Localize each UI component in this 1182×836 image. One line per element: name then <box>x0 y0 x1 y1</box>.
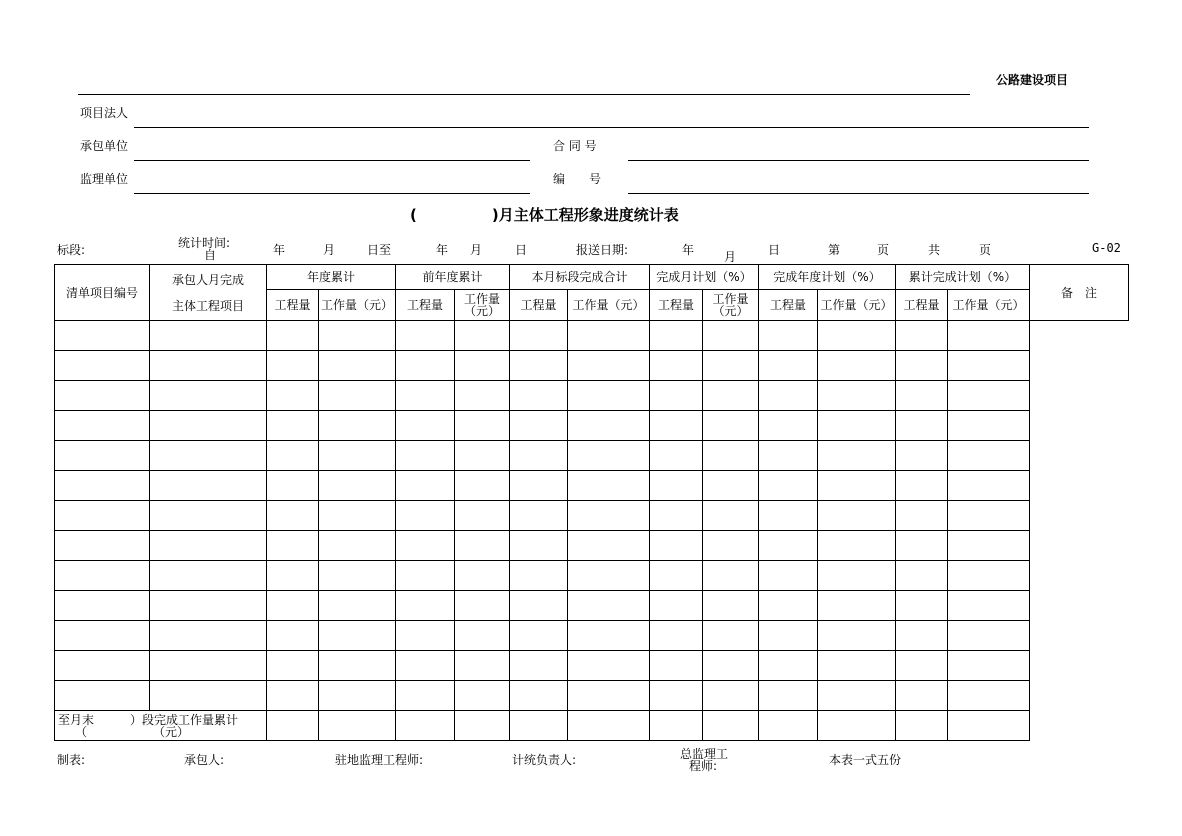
supervisor-label: 监理单位 <box>80 172 129 186</box>
group-monthly-plan-pct: 完成月计划（%） <box>650 265 759 290</box>
table-cell[interactable] <box>396 621 455 651</box>
table-cell[interactable] <box>568 321 650 351</box>
table-cell[interactable] <box>948 321 1030 351</box>
table-cell[interactable] <box>55 411 150 441</box>
table-cell[interactable] <box>759 471 818 501</box>
table-cell[interactable] <box>319 411 396 441</box>
table-cell[interactable] <box>150 441 267 471</box>
table-cell[interactable] <box>759 531 818 561</box>
table-cell[interactable] <box>455 411 510 441</box>
summary-cell[interactable] <box>818 711 896 741</box>
summary-cell[interactable] <box>455 711 510 741</box>
table-cell[interactable] <box>759 381 818 411</box>
table-cell[interactable] <box>150 351 267 381</box>
sub-work: 工作量（元） <box>818 290 896 321</box>
table-cell[interactable] <box>267 321 319 351</box>
page-no-label: 第 <box>828 243 841 257</box>
table-cell[interactable] <box>650 471 703 501</box>
number-label: 编 号 <box>553 172 602 186</box>
page-label-1: 页 <box>877 243 890 257</box>
summary-cell[interactable] <box>267 711 319 741</box>
table-cell[interactable] <box>650 561 703 591</box>
table-cell[interactable] <box>55 621 150 651</box>
table-row <box>55 441 1129 471</box>
table-cell[interactable] <box>319 651 396 681</box>
day-to: 日至 <box>367 243 392 257</box>
owner-label: 项目法人 <box>80 106 129 120</box>
table-cell[interactable] <box>568 471 650 501</box>
table-row <box>55 681 1129 711</box>
table-cell[interactable] <box>510 381 568 411</box>
table-cell[interactable] <box>55 441 150 471</box>
sub-qty: 工程量 <box>267 290 319 321</box>
stat-time-from: 自 <box>204 248 217 262</box>
table-cell[interactable] <box>455 441 510 471</box>
table-cell[interactable] <box>759 501 818 531</box>
col-main-item-line-2: 主体工程项目 <box>171 298 244 313</box>
table-cell[interactable] <box>510 681 568 711</box>
table-cell[interactable] <box>818 621 896 651</box>
table-row <box>55 321 1129 351</box>
summary-cell[interactable] <box>396 711 455 741</box>
table-cell[interactable] <box>896 501 948 531</box>
table-cell[interactable] <box>396 531 455 561</box>
table-cell[interactable] <box>948 501 1030 531</box>
table-cell[interactable] <box>650 651 703 681</box>
table-cell[interactable] <box>896 531 948 561</box>
table-cell[interactable] <box>650 441 703 471</box>
table-cell[interactable] <box>759 351 818 381</box>
table-cell[interactable] <box>510 441 568 471</box>
table-cell[interactable] <box>267 621 319 651</box>
project-type: 公路建设项目 <box>996 73 1069 87</box>
table-cell[interactable] <box>319 351 396 381</box>
table-cell[interactable] <box>55 381 150 411</box>
table-row <box>55 471 1129 501</box>
table-cell[interactable] <box>650 381 703 411</box>
table-cell[interactable] <box>896 621 948 651</box>
group-annual-cumulative: 年度累计 <box>267 265 396 290</box>
table-cell[interactable] <box>150 471 267 501</box>
summary-cell[interactable] <box>319 711 396 741</box>
summary-cell[interactable] <box>896 711 948 741</box>
table-cell[interactable] <box>568 351 650 381</box>
year-2: 年 <box>436 243 449 257</box>
table-cell[interactable] <box>703 471 759 501</box>
table-cell[interactable] <box>396 681 455 711</box>
table-cell[interactable] <box>455 621 510 651</box>
table-cell[interactable] <box>150 501 267 531</box>
progress-table <box>54 264 1129 741</box>
table-cell[interactable] <box>55 471 150 501</box>
table-cell[interactable] <box>455 321 510 351</box>
table-cell[interactable] <box>396 441 455 471</box>
table-cell[interactable] <box>55 561 150 591</box>
table-cell[interactable] <box>896 321 948 351</box>
table-cell[interactable] <box>759 621 818 651</box>
group-annual-plan-pct: 完成年度计划（%） <box>759 265 896 290</box>
table-cell[interactable] <box>650 351 703 381</box>
table-cell[interactable] <box>150 681 267 711</box>
remarks-column: 备 注 <box>1030 265 1129 321</box>
month-2: 月 <box>470 243 483 257</box>
table-cell[interactable] <box>948 561 1030 591</box>
table-cell[interactable] <box>568 411 650 441</box>
table-cell[interactable] <box>759 681 818 711</box>
table-cell[interactable] <box>650 621 703 651</box>
table-row <box>55 651 1129 681</box>
table-cell[interactable] <box>948 471 1030 501</box>
table-cell[interactable] <box>818 531 896 561</box>
table-cell[interactable] <box>650 321 703 351</box>
table-cell[interactable] <box>396 651 455 681</box>
sub-work: 工作量（元） <box>703 290 759 321</box>
table-cell[interactable] <box>703 441 759 471</box>
table-cell[interactable] <box>896 351 948 381</box>
table-cell[interactable] <box>948 411 1030 441</box>
table-cell[interactable] <box>455 591 510 621</box>
col-main-item-line-1: 承包人月完成 <box>171 272 244 287</box>
month-1: 月 <box>323 243 336 257</box>
table-cell[interactable] <box>896 651 948 681</box>
group-cumulative-plan-pct: 累计完成计划（%） <box>896 265 1030 290</box>
table-cell[interactable] <box>759 651 818 681</box>
form-title: ( )月主体工程形象进度统计表 <box>410 206 679 224</box>
sub-qty: 工程量 <box>396 290 455 321</box>
table-cell[interactable] <box>948 621 1030 651</box>
table-cell[interactable] <box>818 591 896 621</box>
table-cell[interactable] <box>319 681 396 711</box>
year-1: 年 <box>273 243 286 257</box>
table-cell[interactable] <box>703 651 759 681</box>
chief-engineer-label-1: 总监理工 <box>680 747 729 761</box>
table-cell[interactable] <box>510 351 568 381</box>
table-cell[interactable] <box>319 591 396 621</box>
table-cell[interactable] <box>510 501 568 531</box>
prepared-by-label: 制表: <box>57 753 86 767</box>
table-row <box>55 501 1129 531</box>
table-cell[interactable] <box>319 621 396 651</box>
table-cell[interactable] <box>759 591 818 621</box>
table-cell[interactable] <box>55 591 150 621</box>
table-cell[interactable] <box>319 501 396 531</box>
table-cell[interactable] <box>267 411 319 441</box>
table-cell[interactable] <box>267 651 319 681</box>
table-cell[interactable] <box>818 321 896 351</box>
sub-work: 工作量（元） <box>455 290 510 321</box>
table-cell[interactable] <box>703 591 759 621</box>
table-cell[interactable] <box>948 441 1030 471</box>
table-cell[interactable] <box>396 561 455 591</box>
table-cell[interactable] <box>267 441 319 471</box>
table-cell[interactable] <box>703 621 759 651</box>
table-cell[interactable] <box>455 381 510 411</box>
table-cell[interactable] <box>319 471 396 501</box>
table-cell[interactable] <box>818 651 896 681</box>
col-main-item <box>150 265 267 321</box>
summary-cell[interactable] <box>948 711 1030 741</box>
chief-engineer-label-2: 程师: <box>689 759 718 773</box>
table-cell[interactable] <box>396 501 455 531</box>
contractor-label: 承包单位 <box>80 139 129 153</box>
submit-date-label: 报送日期: <box>576 243 629 257</box>
table-cell[interactable] <box>319 441 396 471</box>
table-cell[interactable] <box>455 531 510 561</box>
table-cell[interactable] <box>267 681 319 711</box>
number-field-line[interactable] <box>628 193 1089 194</box>
table-cell[interactable] <box>896 381 948 411</box>
stat-officer-label: 计统负责人: <box>512 753 577 767</box>
table-cell[interactable] <box>568 501 650 531</box>
sub-work: 工作量（元） <box>568 290 650 321</box>
month-3: 月 <box>724 250 737 264</box>
summary-cell[interactable] <box>703 711 759 741</box>
table-cell[interactable] <box>455 501 510 531</box>
group-month-section-total: 本月标段完成合计 <box>510 265 650 290</box>
summary-cell[interactable] <box>650 711 703 741</box>
resident-engineer-label: 驻地监理工程师: <box>335 753 424 767</box>
table-cell[interactable] <box>818 441 896 471</box>
table-cell[interactable] <box>455 681 510 711</box>
table-cell[interactable] <box>568 681 650 711</box>
table-cell[interactable] <box>703 351 759 381</box>
table-cell[interactable] <box>896 561 948 591</box>
table-cell[interactable] <box>759 321 818 351</box>
table-cell[interactable] <box>150 321 267 351</box>
table-cell[interactable] <box>267 531 319 561</box>
table-cell[interactable] <box>510 321 568 351</box>
table-cell[interactable] <box>55 501 150 531</box>
summary-row <box>55 711 1129 741</box>
summary-label-line-1: 至月末 ）段完成工作量累计 <box>58 712 239 727</box>
table-row <box>55 621 1129 651</box>
table-cell[interactable] <box>396 471 455 501</box>
table-cell[interactable] <box>650 681 703 711</box>
table-cell[interactable] <box>55 681 150 711</box>
table-cell[interactable] <box>650 411 703 441</box>
contractor-signature-label: 承包人: <box>184 753 225 767</box>
sub-work: 工作量（元） <box>948 290 1030 321</box>
table-cell[interactable] <box>896 591 948 621</box>
table-cell[interactable] <box>267 471 319 501</box>
table-cell[interactable] <box>703 561 759 591</box>
table-cell[interactable] <box>703 381 759 411</box>
table-cell[interactable] <box>150 411 267 441</box>
table-cell[interactable] <box>55 531 150 561</box>
table-cell[interactable] <box>267 561 319 591</box>
table-cell[interactable] <box>510 531 568 561</box>
table-cell[interactable] <box>55 651 150 681</box>
table-cell[interactable] <box>759 561 818 591</box>
table-cell[interactable] <box>703 531 759 561</box>
table-row <box>55 411 1129 441</box>
table-cell[interactable] <box>150 381 267 411</box>
table-cell[interactable] <box>703 681 759 711</box>
table-cell[interactable] <box>455 471 510 501</box>
table-cell[interactable] <box>455 351 510 381</box>
contractor-field-line[interactable] <box>134 160 530 161</box>
table-cell[interactable] <box>948 651 1030 681</box>
table-cell[interactable] <box>568 591 650 621</box>
table-cell[interactable] <box>759 441 818 471</box>
table-cell[interactable] <box>818 351 896 381</box>
table-cell[interactable] <box>818 681 896 711</box>
total-label: 共 <box>928 243 941 257</box>
table-cell[interactable] <box>818 381 896 411</box>
summary-cell[interactable] <box>759 711 818 741</box>
sub-qty: 工程量 <box>650 290 703 321</box>
table-cell[interactable] <box>818 501 896 531</box>
table-cell[interactable] <box>948 351 1030 381</box>
table-cell[interactable] <box>568 561 650 591</box>
table-cell[interactable] <box>948 591 1030 621</box>
table-cell[interactable] <box>948 681 1030 711</box>
table-cell[interactable] <box>568 381 650 411</box>
table-cell[interactable] <box>319 561 396 591</box>
sub-work: 工作量（元） <box>319 290 396 321</box>
table-cell[interactable] <box>396 351 455 381</box>
table-cell[interactable] <box>650 591 703 621</box>
table-cell[interactable] <box>510 411 568 441</box>
table-cell[interactable] <box>568 531 650 561</box>
form-code: G-02 <box>1092 241 1121 255</box>
table-cell[interactable] <box>510 471 568 501</box>
table-cell[interactable] <box>650 501 703 531</box>
table-cell[interactable] <box>818 471 896 501</box>
table-cell[interactable] <box>267 351 319 381</box>
table-cell[interactable] <box>896 441 948 471</box>
table-row <box>55 381 1129 411</box>
owner-field-line[interactable] <box>134 127 1089 128</box>
sub-qty: 工程量 <box>759 290 818 321</box>
table-cell[interactable] <box>267 501 319 531</box>
table-cell[interactable] <box>150 561 267 591</box>
summary-label <box>55 711 267 741</box>
table-cell[interactable] <box>818 561 896 591</box>
table-cell[interactable] <box>510 591 568 621</box>
table-cell[interactable] <box>455 651 510 681</box>
header-rule <box>78 94 970 95</box>
sub-qty: 工程量 <box>896 290 948 321</box>
table-cell[interactable] <box>510 651 568 681</box>
col-item-no: 清单项目编号 <box>55 265 150 321</box>
table-cell[interactable] <box>150 651 267 681</box>
supervisor-field-line[interactable] <box>134 193 530 194</box>
table-cell[interactable] <box>396 381 455 411</box>
table-cell[interactable] <box>55 351 150 381</box>
contract-no-label: 合 同 号 <box>553 139 597 153</box>
table-cell[interactable] <box>267 381 319 411</box>
table-cell[interactable] <box>455 561 510 591</box>
summary-cell[interactable] <box>510 711 568 741</box>
table-cell[interactable] <box>568 441 650 471</box>
table-cell[interactable] <box>150 591 267 621</box>
table-cell[interactable] <box>896 681 948 711</box>
table-cell[interactable] <box>703 501 759 531</box>
section-label: 标段: <box>57 243 86 257</box>
table-cell[interactable] <box>703 321 759 351</box>
table-row <box>55 591 1129 621</box>
table-cell[interactable] <box>948 381 1030 411</box>
table-cell[interactable] <box>896 411 948 441</box>
sub-qty: 工程量 <box>510 290 568 321</box>
table-cell[interactable] <box>568 621 650 651</box>
table-cell[interactable] <box>703 411 759 441</box>
table-cell[interactable] <box>568 651 650 681</box>
table-cell[interactable] <box>818 411 896 441</box>
table-cell[interactable] <box>319 381 396 411</box>
table-cell[interactable] <box>319 531 396 561</box>
table-cell[interactable] <box>396 411 455 441</box>
table-row <box>55 531 1129 561</box>
year-3: 年 <box>682 243 695 257</box>
copies-note: 本表一式五份 <box>829 753 902 767</box>
day-2: 日 <box>515 243 528 257</box>
table-cell[interactable] <box>396 591 455 621</box>
table-cell[interactable] <box>896 471 948 501</box>
table-row <box>55 351 1129 381</box>
table-cell[interactable] <box>267 591 319 621</box>
table-cell[interactable] <box>396 321 455 351</box>
summary-label-line-2: （ （元） <box>75 724 190 739</box>
group-prev-year-cumulative: 前年度累计 <box>396 265 510 290</box>
page-label-2: 页 <box>979 243 992 257</box>
table-cell[interactable] <box>510 561 568 591</box>
table-cell[interactable] <box>759 411 818 441</box>
day-3: 日 <box>768 243 781 257</box>
table-cell[interactable] <box>150 531 267 561</box>
stat-time-label: 统计时间: <box>178 236 231 250</box>
table-cell[interactable] <box>55 321 150 351</box>
table-cell[interactable] <box>948 531 1030 561</box>
table-cell[interactable] <box>150 621 267 651</box>
table-cell[interactable] <box>510 621 568 651</box>
table-cell[interactable] <box>650 531 703 561</box>
contract-no-field-line[interactable] <box>628 160 1089 161</box>
table-cell[interactable] <box>319 321 396 351</box>
table-row <box>55 561 1129 591</box>
summary-cell[interactable] <box>568 711 650 741</box>
